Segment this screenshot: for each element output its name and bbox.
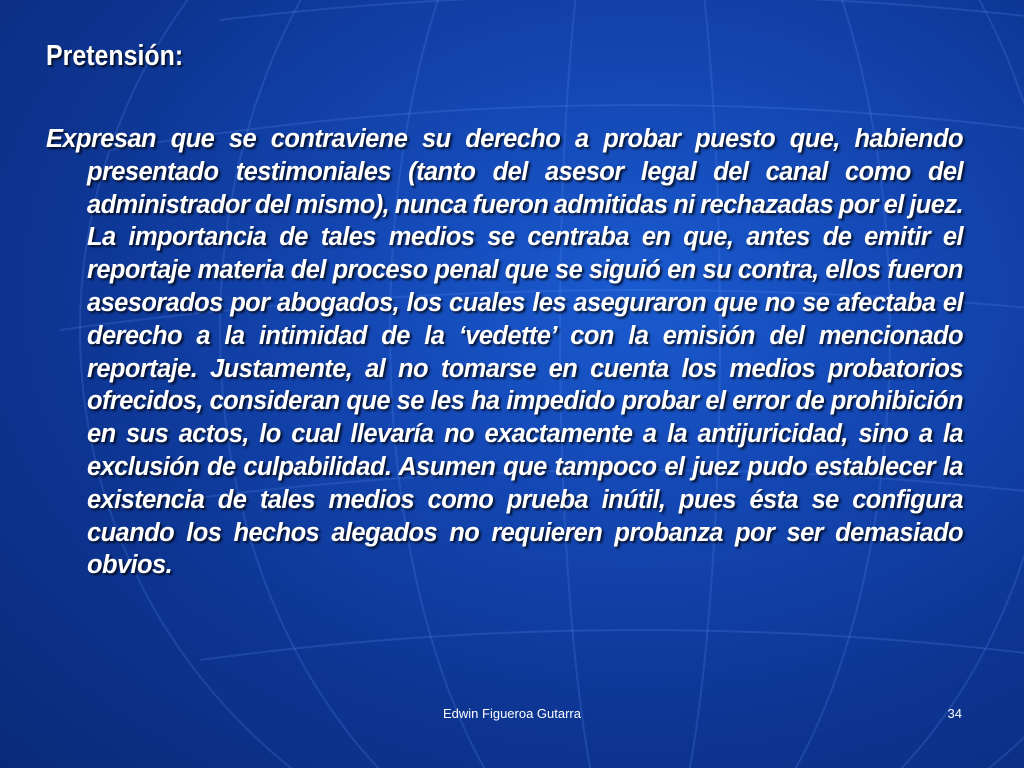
slide-title: Pretensión: bbox=[46, 40, 184, 72]
slide-body-paragraph: Expresan que se contraviene su derecho a probar puesto que, habiendo presentado testimoniales (tanto del asesor legal del canal como del administrador del mismo), nunca fueron admitidas ni rechazadas por el juez. La importancia de tales medios se centraba en que, antes de emitir el reportaje materia del proceso penal que se siguió en su contra, ellos fueron asesorados por abogados, los cuales les aseguraron que no se afectaba el derecho a la intimidad de la ‘vedette’ con la emisión del mencionado reportaje. Justamente, al no tomarse en cuenta los medios probatorios ofrecidos, consideran que se les ha impedido probar el error de prohibición en sus actos, lo cual llevaría no exactamente a la antijuricidad, sino a la exclusión de culpabilidad. Asumen que tampoco el juez pudo establecer la existencia de tales medios como prueba inútil, pues ésta se configura cuando los hechos alegados no requieren probanza por ser demasiado obvios. bbox=[46, 125, 963, 580]
footer-author: Edwin Figueroa Gutarra bbox=[442, 706, 581, 721]
page-number: 34 bbox=[947, 706, 962, 721]
